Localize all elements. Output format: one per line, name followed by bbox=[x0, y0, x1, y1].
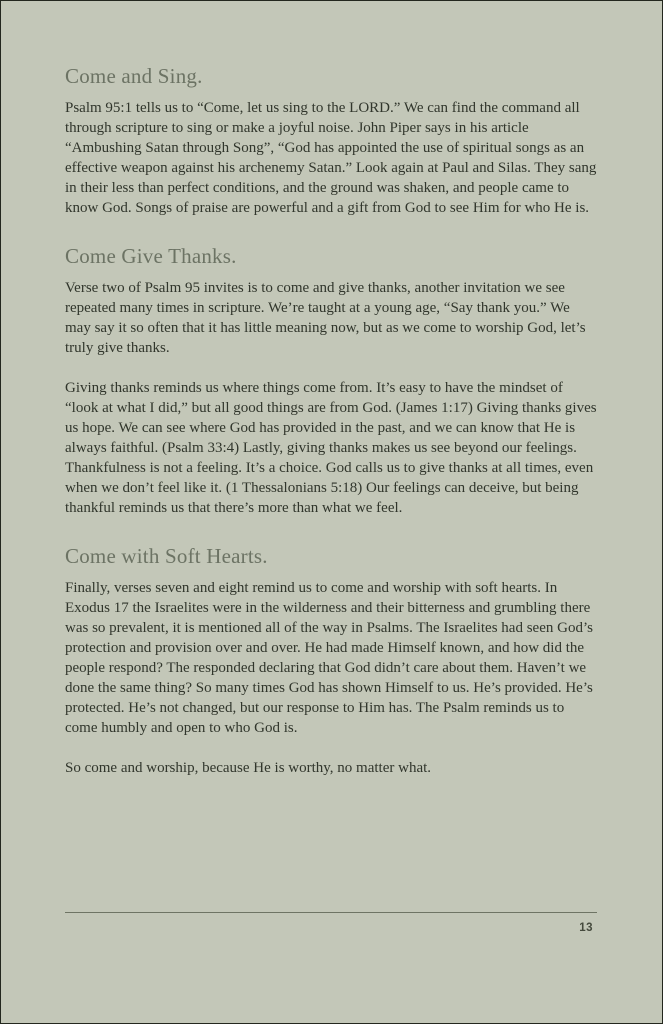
page-number: 13 bbox=[579, 922, 593, 934]
section-heading: Come and Sing. bbox=[65, 64, 203, 88]
section-come-with-soft-hearts bbox=[65, 544, 597, 778]
body-paragraph: Psalm 95:1 tells us to “Come, let us sing to the LORD.” We can find the command all through scripture to sing or make a joyful noise. John Piper says in his article “Ambushing Satan through Song”, “God has appointed the use of spiritual songs as an effective weapon against his archenemy Satan.” Look again at Paul and Silas. They sang in their less than perfect conditions, and the ground was shaken, and people came to know God. Songs of praise are powerful and a gift from God to see Him for who He is. bbox=[65, 100, 597, 216]
section-heading: Come with Soft Hearts. bbox=[65, 544, 268, 568]
section-come-give-thanks bbox=[65, 244, 597, 518]
section-heading: Come Give Thanks. bbox=[65, 244, 237, 268]
body-paragraph: Verse two of Psalm 95 invites is to come and give thanks, another invitation we see repeated many times in scripture. We’re taught at a young age, “Say thank you.” We may say it so often that it has little meaning now, but as we come to worship God, let’s truly give thanks. bbox=[65, 280, 586, 356]
section-come-and-sing bbox=[65, 64, 597, 218]
body-paragraph: Giving thanks reminds us where things come from. It’s easy to have the mindset of “look at what I did,” but all good things are from God. (James 1:17) Giving thanks gives us hope. We can see where God has provided in the past, and we can know that He is always faithful. (Psalm 33:4) Lastly, giving thanks makes us see beyond our feelings. Thankfulness is not a feeling. It’s a choice. God calls us to give thanks at all times, even when we don’t feel like it. (1 Thessalonians 5:18) Our feelings can deceive, but being thankful reminds us that there’s more than what we feel. bbox=[65, 380, 597, 516]
footer-divider bbox=[65, 912, 597, 934]
body-paragraph: So come and worship, because He is worthy, no matter what. bbox=[65, 760, 432, 776]
body-paragraph: Finally, verses seven and eight remind us to come and worship with soft hearts. In Exodus 17 the Israelites were in the wilderness and their bitterness and grumbling there was so prevalent, it is mentioned all of the way in Psalms. The Israelites had seen God’s protection and provision over and over. He had made Himself known, and how did the people respond? The responded declaring that God didn’t care about them. Haven’t we done the same thing? So many times God has shown Himself to us. He’s provided. He’s protected. He’s not changed, but our response to Him has. The Psalm reminds us to come humbly and open to who God is. bbox=[65, 580, 593, 736]
